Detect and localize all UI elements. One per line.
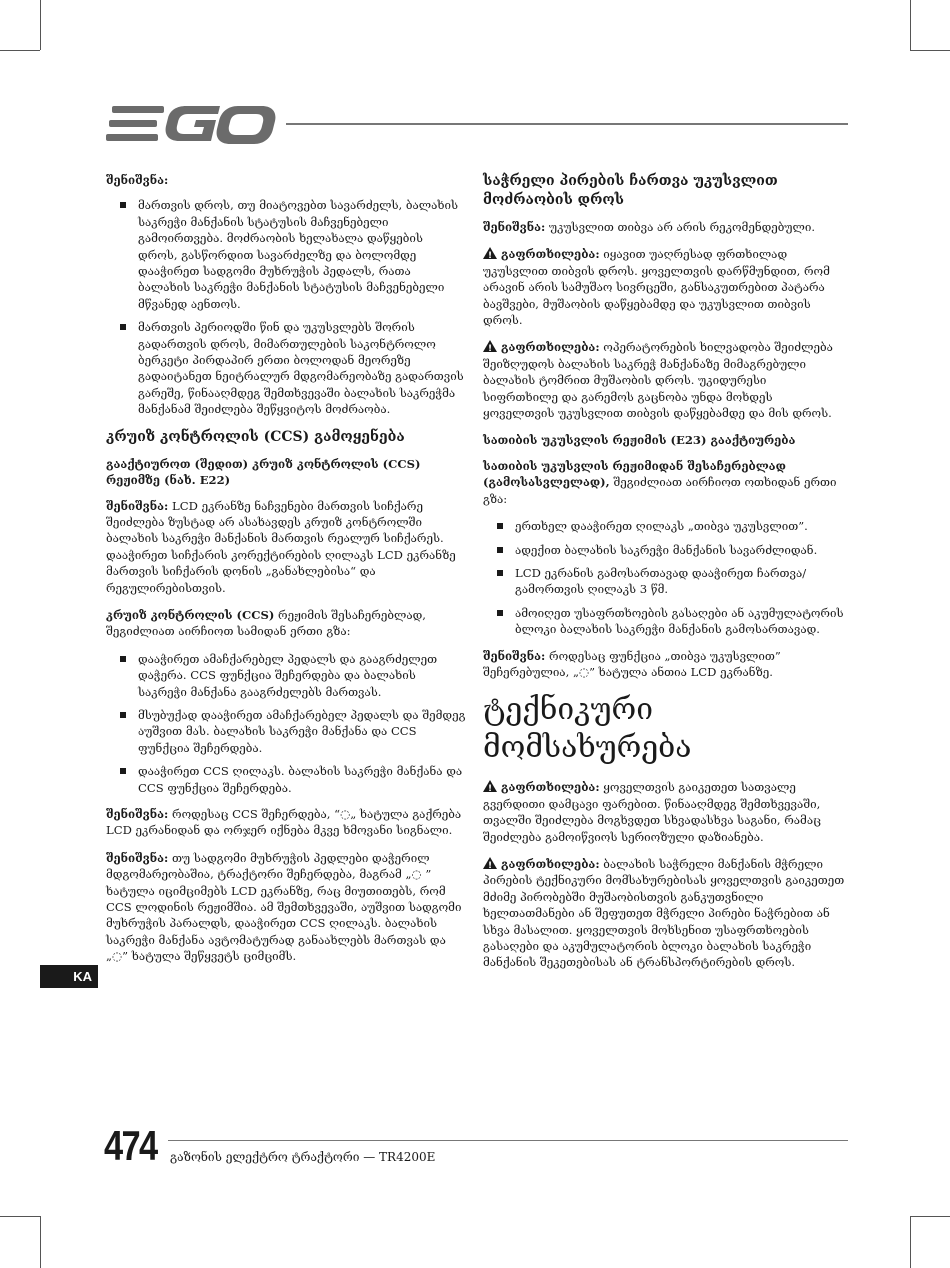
note-paragraph: შენიშვნა: როდესაც ფუნქცია „თიბვა უკუსვლით” შეჩერებულია, „◌” ხატულა ანთია LCD ეკრანზე. [483, 648, 781, 679]
list-item: ადექით ბალახის საკრეჭი მანქანის სავარძლიდან. [483, 542, 845, 558]
bullet-icon [497, 570, 503, 576]
warning-icon [483, 340, 497, 352]
bullet-icon [497, 610, 503, 616]
paragraph: სათიბის უკუსვლის რეჟიმიდან შესაჩერებლად (გამოსასვლელად), შეგიძლიათ აირჩიოთ ოთხიდან ერთი გზა: [483, 458, 837, 506]
bullet-icon [120, 712, 126, 718]
note-paragraph: შენიშვნა: LCD ეკრანზე ნაჩვენები მართვის სიჩქარე შეიძლება ზუსტად არ ასახავდეს კრუიზ კონტროლში ბალახის საკრეჭი მანქანის მართვის რეალურ სიჩქარეს. დააჭირეთ სიჩქარის კორექტირების ღილაკს LCD ეკრანზე მართვის სიჩქარის დონის „განახლებისა“ და რეგულირებისთვის. [106, 498, 456, 595]
crop-mark [910, 50, 950, 51]
bullet-icon [497, 523, 503, 529]
subheading: სათიბის უკუსვლის რეჟიმის (E23) გააქტიურება [483, 433, 796, 448]
crop-mark [40, 0, 41, 50]
crop-mark [0, 1216, 40, 1217]
paragraph: კრუიზ კონტროლის (CCS) რეჟიმის შესაჩერებლად, შეგიძლიათ აირჩიოთ სამიდან ერთი გზა: [106, 607, 426, 639]
header-rule [286, 123, 848, 125]
list-item: LCD ეკრანის გამოსართავად დააჭირეთ ჩართვა/ გამორთვის ღილაკს 3 წმ. [483, 565, 845, 598]
note-paragraph: შენიშვნა: როდესაც CCS შეჩერდება, “◌„ ხატულა გაქრება LCD ეკრანიდან და ორჯერ იქნება მკვე ხმოვანი სიგნალი. [106, 807, 462, 838]
list-item: მართვის პერიოდში წინ და უკუსვლებს შორის გადართვის დროს, მიმართულების საკონტროლო ბერკეტი პირდაპირ ერთი ბოლოდან მეორეზე გადაიტანეთ ნეიტრალურ მდგომარეობაზე გადართვის გარეშე, წინააღმდეგ შემთხვევაში ბალახის საკრეჭმა მანქანამ შეიძლება შეწყვიტოს მოძრაობა. [106, 319, 466, 417]
warning-paragraph: !გაფრთხილება: ყოველთვის გაიკეთეთ სათვალე გვერდითი დამცავი ფარებით. წინააღმდეგ შემთხვევაში, თვალში შეიძლება მოგხვდეთ სხვადასხვა საგანი, რამაც შეიძლება გამოიწვიოს სერიოზული დაზიანება. [483, 779, 845, 845]
crop-mark [40, 1216, 41, 1268]
chapter-heading: ტექნიკური მომსახურება [483, 692, 692, 766]
warning-paragraph: !გაფრთხილება: ოპერატორების ხილვადობა შეიძლება შეიზღუდოს ბალახის საკრეჭ მანქანაზე მიმაგრებული ბალახის ტომრით მუშაობის დროს. უკიდურესი სიფრთხილე და გარემოს გაცნობა უნდა მოხდეს ყოველთვის უკუსვლით თიბვის დაწყებამდე და მის დროს. [483, 339, 845, 421]
left-column [106, 172, 466, 976]
list-item: დააჭირეთ ამაჩქარებელ პედალს და გააგრძელეთ დაჭერა. CCS ფუნქცია შეჩერდება და ბალახის საკრეჭი მანქანა გააგრძელებს მართვას. [106, 651, 466, 700]
section-heading: საჭრელი პირების ჩართვა უკუსვლით მოძრაობის დროს [483, 173, 778, 208]
subheading: გააქტიუროთ (შედით) კრუიზ კონტროლის (CCS) რეჟიმზე (ნახ. E22) [106, 456, 421, 488]
bullet-icon [120, 656, 126, 662]
warning-paragraph: !გაფრთხილება: ბალახის საჭრელი მანქანის მჭრელი პირების ტექნიკური მომსახურებისას ყოველთვის გაიკეთეთ მძიმე პირობებში მუშაობისთვის განკუთვნილი ხელთათმანები ან შეფუთეთ მჭრელი პირები ნაჭრებით ან სხვა მასალით. ყოველთვის მოხსენით უსაფრთხოების გასაღები და აკუმულატორის ბლოკი ბალახის საკრეჭი მანქანის შეკეთებისას ან ტრანსპორტირების დროს. [483, 856, 845, 971]
note-label: შენიშვნა: [106, 173, 169, 187]
crop-mark [0, 50, 40, 51]
note-paragraph: შენიშვნა: უკუსვლით თიბვა არ არის რეკომენდებული. [483, 220, 816, 234]
bullet-list [106, 197, 466, 417]
bullet-icon [120, 202, 126, 208]
list-item: ერთხელ დააჭირეთ ღილაკს „თიბვა უკუსვლით”. [483, 518, 845, 534]
bullet-icon [120, 768, 126, 774]
list-item: მსუბუქად დააჭირეთ ამაჩქარებელ პედალს და შემდეგ აუშვით მას. ბალახის საკრეჭი მანქანა და CCS ფუნქცია შეჩერდება. [106, 707, 466, 756]
note-paragraph: შენიშვნა: თუ სადგომი მუხრუჭის პედლები დაჭერილ მდგომარეობაშია, ტრაქტორი შეჩერდება, მაგრამ „◌ ” ხატულა იციმციმებს LCD ეკრანზე, რაც მიუთითებს, რომ CCS ლოდინის რეჟიმშია. ამ შემთხვევაში, აუშვით სადგომი მუხრუჭის პარალდს, დააჭირეთ CCS ღილაკს. ბალახის საკრეჭი მანქანა ავტომატურად განაახლებს მართვას და „◌” ხატულა შეწყვეტს ციმციმს. [106, 850, 462, 964]
bullet-list [106, 651, 466, 796]
page-number: 474 [104, 1122, 157, 1169]
warning-icon [483, 247, 497, 259]
right-column [483, 172, 845, 982]
list-item: დააჭირეთ CCS ღილაკს. ბალახის საკრეჭი მანქანა და CCS ფუნქცია შეჩერდება. [106, 763, 466, 796]
crop-mark [910, 1216, 950, 1217]
section-heading: კრუიზ კონტროლის (CCS) გამოყენება [106, 428, 405, 445]
warning-icon [483, 857, 497, 869]
bullet-icon [120, 324, 126, 330]
warning-paragraph: !გაფრთხილება: იყავით უაღრესად ფრთხილად უკუსვლით თიბვის დროს. ყოველთვის დარწმუნდით, რომ არავინ არის სამუშაო სივრცეში, განსაკუთრებით პატარა ბავშვები, მუშაობის დაწყებამდე და უკუსვლით თიბვის დროს. [483, 246, 845, 328]
bullet-icon [497, 547, 503, 553]
list-item: ამოიღეთ უსაფრთხოების გასაღები ან აკუმულატორის ბლოკი ბალახის საკრეჭი მანქანის გამოსართავად. [483, 605, 845, 638]
language-tab: KA [40, 965, 98, 988]
crop-mark [910, 1216, 911, 1268]
bullet-list [483, 518, 845, 637]
warning-icon [483, 780, 497, 792]
crop-mark [910, 0, 911, 50]
footer-title: გაზონის ელექტრო ტრაქტორი — TR4200E [170, 1150, 436, 1164]
list-item: მართვის დროს, თუ მიატოვებთ სავარძელს, ბალახის საკრეჭი მანქანის სტატუსის მაჩვენებელი გამოირთვება. მოძრაობის ხელახალა დაწყების დროს, გასწორდით სავარძელზე და ბოლომდე დააჭირეთ სადგომი მუხრუჭის პედალს, რათა ბალახის საკრეჭი მანქანის სტატუსის მაჩვენებელი მწვანედ აენთოს. [106, 197, 466, 312]
footer-rule [168, 1140, 848, 1141]
ego-logo [106, 104, 276, 144]
